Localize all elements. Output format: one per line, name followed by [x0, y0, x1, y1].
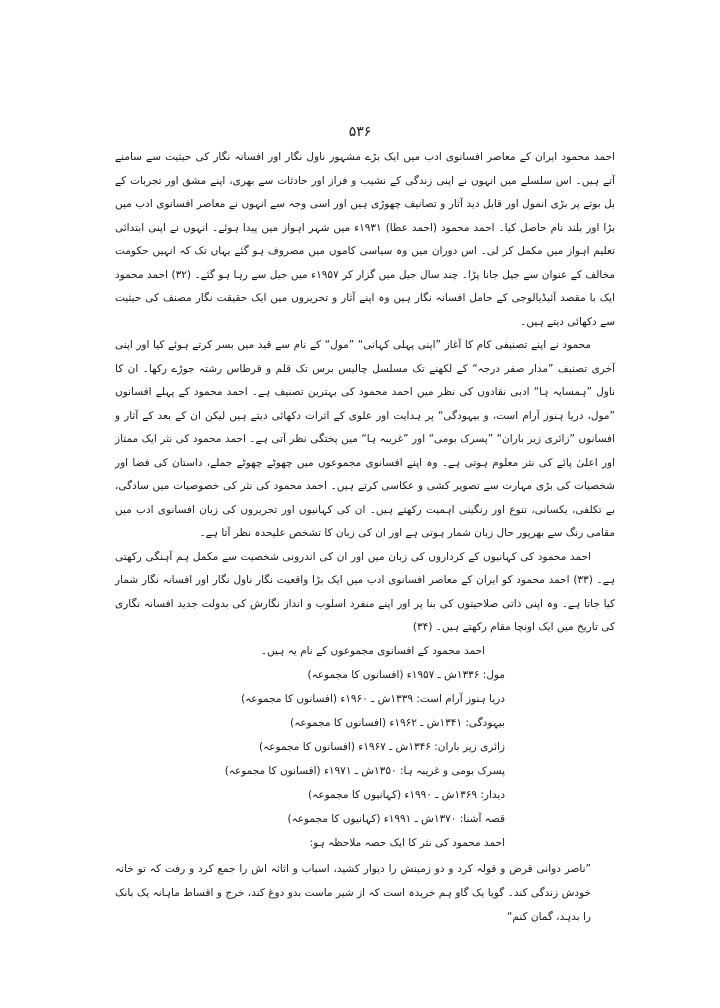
quote-text: ”ناصر دوانی قرض و قولہ کرد و دو زمینش را دیوار کشید، اسباب و اثاثہ اش را جمع کرد و رفت کہ تو خانہ خودش زندگی کند۔ گویا یک گاو ہم خریدہ است کہ از شیر ماست بدو دوغ کند، خرج و اقساط ماہانہ یک بانک را بدہد، گمان کنم“	[115, 863, 591, 923]
quote-intro: احمد محمود کی نثر کا ایک حصہ ملاحظہ ہو:	[309, 837, 505, 849]
paragraph-characters: احمد محمود کی کہانیوں کے کرداروں کی زبان میں اور ان کی اندرونی شخصیت سے مکمل ہم آہنگی رکھتی ہے۔ (۳۳) احمد محمود کو ایران کے معاصر افسانوی ادب میں ایک بڑا واقعیت نگار ناول نگار اور افسانہ نگار شمار کیا جاتا ہے۔ وہ اپنی ذاتی صلاحیتوں کی بنا پر اور اپنے منفرد اسلوب و انداز نگارش کی بدولت جدید افسانہ نگاری کی تاریخ میں ایک اونچا مقام رکھتے ہیں۔ (۳۴)	[115, 550, 615, 633]
works-list-item: دیدار: ۱۳۶۹ش ـ ۱۹۹۰ء (کہانیوں کا مجموعہ)	[308, 789, 505, 801]
works-list-intro: احمد محمود کے افسانوی مجموعوں کے نام یہ ہیں۔	[260, 644, 485, 657]
works-list-item: پسرک بومی و غریبہ ہا: ۱۳۵۰ش ـ ۱۹۷۱ء (افسانوں کا مجموعہ)	[224, 765, 505, 777]
works-list-item: دریا ہنوز آرام است: ۱۳۳۹ش ـ ۱۹۶۰ء (افسانوں کا مجموعہ)	[241, 693, 505, 705]
page-body	[115, 146, 615, 929]
paragraph-intro: احمد محمود ایران کے معاصر افسانوی ادب میں ایک بڑے مشہور ناول نگار اور افسانہ نگار کی حیثیت سے سامنے آتے ہیں۔ اس سلسلے میں انہوں نے اپنی زندگی کے نشیب و فراز اور حادثات سے بھری، اپنے مشق اور تجربات کے بل بوتے پر بڑی انمول اور قابل دید آثار و تصانیف چھوڑی ہیں اور اسی وجہ سے انہوں نے معاصر افسانوی ادب میں بڑا اور بلند نام حاصل کیا۔ احمد محمود (احمد عطا) ۱۹۳۱ء میں شہر اہواز میں پیدا ہوئے۔ انہوں نے اپنی ابتدائی تعلیم اہواز میں مکمل کر لی۔ اس دوران میں وہ سیاسی کاموں میں مصروف ہو گئے یہاں تک کہ انہیں حکومت مخالف کے عنوان سے جیل جانا پڑا۔ چند سال جیل میں گزار کر ۱۹۵۷ء میں جیل سے رہا ہو گئے۔ (۳۲) احمد محمود ایک با مقصد آئیڈیالوجی کے حامل افسانہ نگار ہیں وہ اپنے آثار و تحریروں میں ایک حقیقت نگار مصنف کی حیثیت سے دکھائی دیتے ہیں۔	[115, 151, 615, 328]
works-list	[115, 663, 615, 831]
page-number: ۵۳۶	[348, 124, 372, 140]
works-list-item: قصہ آشنا: ۱۳۷۰ش ـ ۱۹۹۱ء (کہانیوں کا مجموعہ)	[287, 813, 505, 825]
works-list-item: بیہودگی: ۱۳۴۱ش ـ ۱۹۶۲ء (افسانوں کا مجموعہ)	[290, 717, 505, 729]
works-list-item: زائری زیر باران: ۱۳۴۶ش ـ ۱۹۶۷ء (افسانوں کا مجموعہ)	[258, 741, 505, 753]
works-list-item: مول: ۱۳۳۶ش ـ ۱۹۵۷ء (افسانوں کا مجموعہ)	[307, 669, 505, 681]
paragraph-works-style: محمود نے اپنے تصنیفی کام کا آغاز ”اپنی پہلی کہانی“ ”مول“ کے نام سے قید میں بسر کرتے ہوئے کیا اور اپنی آخری تصنیف ”مدار صفر درجہ“ کے لکھنے تک مسلسل چالیس برس تک قلم و قرطاس رشتہ جوڑے رکھا۔ ان کا ناول ”ہمسایہ ہا“ ادبی نقادوں کی نظر میں احمد محمود کی بہترین تصنیف ہے۔ احمد محمود کے پہلے افسانوں ”مول، دریا ہنوز آرام است، و بیہودگی“ پر ہدایت اور علوی کے اثرات دکھائی دیتے ہیں لیکن ان کے بعد کے آثار و افسانوں ”زائری زیر باران“ ”پسرک بومی“ اور ”غریبہ ہا“ میں پختگی نظر آتی ہے۔ احمد محمود کی نثر ایک ممتاز اور اعلیٰ پائے کی نثر معلوم ہوتی ہے۔ وہ اپنے افسانوی مجموعوں میں چھوٹے چھوٹے جملے، داستان کی فضا اور شخصیات کی بڑی مہارت سے تصویر کشی و عکاسی کرتے ہیں۔ احمد محمود کی نثر کی خصوصیات میں سادگی، بے تکلفی، یکسانی، تنوع اور رنگینی اہمیت رکھتے ہیں۔ ان کی کہانیوں اور تحریروں کی زبان افسانوی ادب میں مقامی رنگ سے بھرپور حال زبان شمار ہوتی ہے اور ان کی زبان کا تشخص علیحدہ نظر آتا ہے۔	[115, 339, 615, 539]
